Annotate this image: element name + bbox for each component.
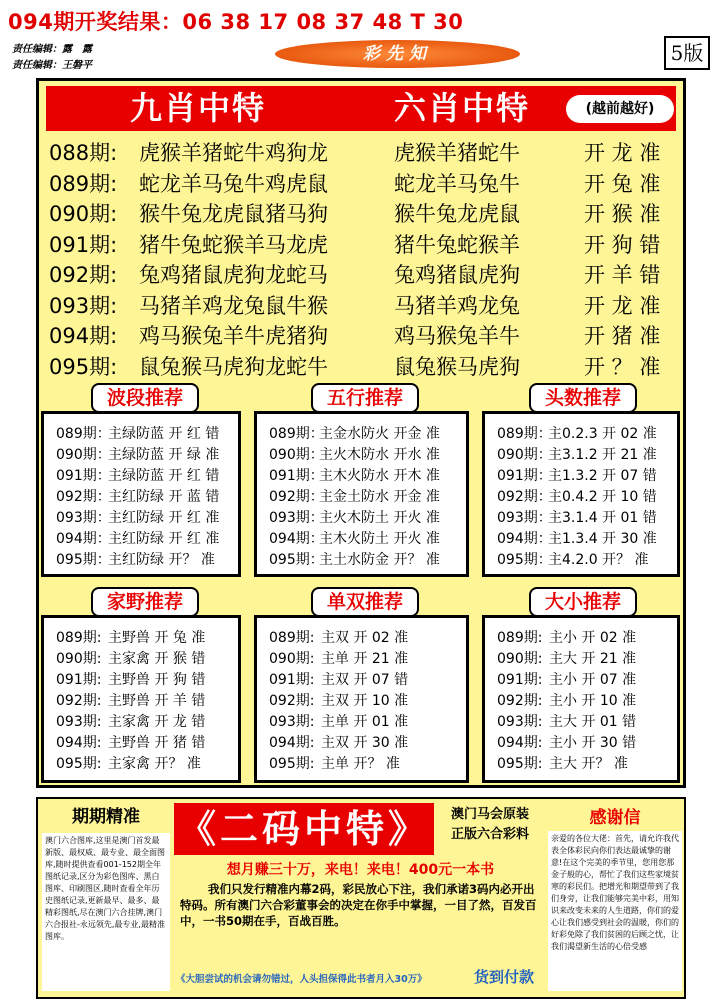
section-row [257,712,466,733]
section-row [485,424,677,445]
section-row-content: 主野兽 开 狗 错 [108,672,206,688]
section-row [485,691,677,712]
section-row-period: 089期： [497,426,552,442]
section-jia [41,615,241,783]
section-row-period: 092期: [497,693,543,709]
row-result: 开 羊 错 [584,263,661,287]
section-title-bo: 波段推荐 [91,383,199,413]
section-row-period: 092期: [269,693,315,709]
row-result: 开 兔 准 [584,171,661,196]
section-row [44,691,238,712]
section-row-period: 090期: [497,651,543,667]
row-nine-zodiac: 鼠兔猴马虎狗龙蛇牛 [139,354,328,379]
section-row-content: 主绿防蓝 开 绿 准 [108,447,220,463]
section-wu [254,411,469,577]
ad-body-paragraph: 我们只发行精准内幕2码，彩民放心下注，我们承诺3码内必开出特码。所有澳门六合彩董事会的决定在你手中掌握，一目了然，百发百中，一书50期在手，百战百胜。 [180,882,537,928]
left-ad-panel [42,805,170,995]
section-row [44,733,238,754]
section-row-content: 主单 开 21 准 [321,651,409,667]
section-row-period: 093期: [497,714,543,730]
section-row-content: 主双 开 30 准 [321,735,409,751]
section-title-da: 大小推荐 [529,587,637,617]
section-row-content: 主木火防土 开火 准 [319,531,440,547]
section-row-period: 089期： [56,426,111,442]
section-row [44,445,238,466]
section-row-content: 主金土防水 开金 准 [319,489,440,505]
section-row-content: 主1.3.4 开 30 准 [548,531,657,547]
row-period: 091期: [49,232,118,257]
section-row [257,466,466,487]
thank-you-body: 亲爱的各位大佬：首先，请允许我代表全体彩民向你们表达最诚挚的谢意!在这个完美的季节里，您用您那金子般的心，帮忙了我们这些家境贫寒的彩民们。把增光和期望带到了我们身旁，让我们能够完美中彩，用知识来改变未来的人生道路，你们的爱心让我们感受到社会的温暖，你们的好彩免除了我们贫困的后顾之忧，让我们渴望新生活的心倍受感 [548,831,682,991]
section-row [257,754,466,775]
section-bo [41,411,241,577]
section-row [44,649,238,670]
section-row [257,487,466,508]
section-row-period: 092期： [56,489,111,505]
section-row [44,550,238,571]
row-six-zodiac: 马猪羊鸡龙兔 [394,293,520,318]
row-six-zodiac: 兔鸡猪鼠虎狗 [394,263,520,287]
section-row [44,712,238,733]
row-result: 开 猴 准 [584,202,661,226]
section-row-period: 093期： [497,510,552,526]
section-row-content: 主红防绿 开 蓝 错 [108,489,220,505]
section-row-period: 092期： [269,489,324,505]
cash-on-delivery: 货到付款 [474,968,535,986]
section-row-content: 主0.4.2 开 10 错 [548,489,657,505]
section-row-content: 主野兽 开 羊 错 [108,693,206,709]
section-row [485,487,677,508]
price-slogan: 想月赚三十万，来电！来电！400元一本书 [226,862,495,878]
section-row [485,508,677,529]
section-row-period: 094期： [56,531,111,547]
section-title-tou: 头数推荐 [529,383,637,413]
section-row-period: 093期： [56,510,111,526]
row-six-zodiac: 鼠兔猴马虎狗 [394,354,520,379]
section-row-period: 094期： [497,531,552,547]
section-row [44,670,238,691]
section-row [257,670,466,691]
section-row-content: 主3.1.2 开 21 准 [548,447,657,463]
section-row [257,691,466,712]
section-da [482,615,680,783]
row-result: 开 ？ 准 [584,354,661,379]
section-row-content: 主家禽 开 猴 错 [108,651,206,667]
section-row [257,529,466,550]
section-row-period: 091期: [269,672,315,688]
section-row [485,466,677,487]
section-row-period: 093期: [56,714,102,730]
section-row [44,529,238,550]
section-row-period: 090期: [56,651,102,667]
section-title-dan: 单双推荐 [311,587,419,617]
section-row-content: 主单 开？ 准 [321,756,400,772]
section-tou [482,411,680,577]
section-row [44,754,238,775]
section-row [257,628,466,649]
section-row-period: 092期: [56,693,102,709]
section-row-content: 主大 开？ 准 [549,756,628,772]
section-row-period: 095期: [497,756,543,772]
section-row-content: 主4.2.0 开？ 准 [548,552,649,568]
section-row-content: 主3.1.4 开 01 错 [548,510,657,526]
two-code-side-text [438,805,542,845]
section-title-jia: 家野推荐 [91,587,199,617]
section-row [485,754,677,775]
row-period: 093期: [49,293,118,318]
row-six-zodiac: 蛇龙羊马兔牛 [394,171,520,196]
two-code-title: 《二码中特》 [177,807,430,851]
section-row-period: 094期: [269,735,315,751]
row-nine-zodiac: 虎猴羊猪蛇牛鸡狗龙 [139,141,328,165]
row-result: 开 龙 准 [584,141,661,165]
six-zodiac-title: 六肖中特 [394,89,531,127]
section-row-period: 095期: [269,756,315,772]
section-dan [254,615,469,783]
section-row [485,628,677,649]
section-row-content: 主野兽 开 猪 错 [108,735,206,751]
row-period: 088期: [49,141,118,165]
advert-panel [36,797,686,999]
side-line-2: 正版六合彩料 [450,827,529,842]
row-period: 092期: [49,263,118,287]
section-row [44,424,238,445]
section-row-content: 主单 开 01 准 [321,714,409,730]
section-row-period: 091期: [497,672,543,688]
publication-logo: 彩先知 [275,40,520,68]
draw-result-headline: 094期开奖结果：06 38 17 08 37 48 T 30 [8,10,464,34]
section-row [257,733,466,754]
section-row-period: 090期: [269,651,315,667]
row-nine-zodiac: 猴牛兔龙虎鼠猪马狗 [139,202,328,226]
row-nine-zodiac: 猪牛兔蛇猴羊马龙虎 [139,232,328,257]
section-row-period: 095期： [269,552,324,568]
section-row-content: 主大 开 01 错 [549,714,637,730]
section-row [257,649,466,670]
section-row [44,508,238,529]
section-row-content: 主火木防水 开水 准 [319,447,440,463]
section-row-period: 090期： [497,447,552,463]
section-row [485,550,677,571]
section-row [44,466,238,487]
section-row-content: 主土水防金 开？ 准 [319,552,440,568]
section-row-content: 主红防绿 开 红 准 [108,531,220,547]
section-row-content: 主小 开 02 准 [549,630,637,646]
row-period: 090期: [49,202,118,226]
section-row-period: 090期： [269,447,324,463]
row-six-zodiac: 猴牛兔龙虎鼠 [394,202,520,226]
section-row [257,508,466,529]
ad-body-text [180,881,542,929]
section-row [257,424,466,445]
section-row-content: 主火木防土 开火 准 [319,510,440,526]
section-row-period: 095期： [497,552,552,568]
row-nine-zodiac: 兔鸡猪鼠虎狗龙蛇马 [139,263,328,287]
row-nine-zodiac: 马猪羊鸡龙兔鼠牛猴 [139,293,328,318]
section-row-content: 主小 开 10 准 [549,693,637,709]
banner-note: (越前越好) [566,95,674,123]
thank-you-letter-panel [548,805,682,995]
row-six-zodiac: 鸡马猴兔羊牛 [394,324,520,348]
section-row [485,649,677,670]
section-title-wu: 五行推荐 [311,383,419,413]
section-row-period: 089期： [269,426,324,442]
section-row-content: 主红防绿 开 红 准 [108,510,220,526]
section-row-period: 091期： [497,468,552,484]
row-period: 094期: [49,324,118,348]
left-ad-title: 期期精准 [72,807,140,827]
row-result: 开 猪 准 [584,324,661,348]
left-ad-body: 澳门六合图库,这里是澳门首发最新版、最权威、最专业、最全面图库,随时提供查看001-152期全年图纸记录,区分为彩色图库、黑白图库、印刷图区,随时查看全年历史图纸记录,更新最早、最多、最精彩图纸,尽在澳门六合挂牌,澳门六合报社-永远领先,最专业,最精准图库。 [42,833,170,991]
section-row-period: 095期: [56,756,102,772]
section-row-content: 主双 开 10 准 [321,693,409,709]
row-six-zodiac: 猪牛兔蛇猴羊 [394,232,520,257]
page-number: 5版 [664,36,710,70]
title-banner [46,86,676,131]
section-row-content: 主红防绿 开？ 准 [108,552,215,568]
section-row [485,529,677,550]
section-row-content: 主家禽 开？ 准 [108,756,201,772]
row-nine-zodiac: 蛇龙羊马兔牛鸡虎鼠 [139,171,328,196]
section-row-content: 主绿防蓝 开 红 错 [108,468,220,484]
section-row-period: 093期: [269,714,315,730]
section-row-content: 主小 开 30 错 [549,735,637,751]
section-row-period: 094期: [497,735,543,751]
row-result: 开 狗 错 [584,232,661,257]
main-prediction-panel [36,78,686,788]
section-row-period: 091期： [56,468,111,484]
section-row-period: 095期： [56,552,111,568]
section-row-period: 091期： [269,468,324,484]
section-row-content: 主双 开 07 错 [321,672,409,688]
thank-you-title: 感谢信 [589,808,641,828]
section-row-period: 090期： [56,447,111,463]
section-row-content: 主小 开 07 准 [549,672,637,688]
row-nine-zodiac: 鸡马猴兔羊牛虎猪狗 [139,324,328,348]
section-row [485,445,677,466]
section-row [257,550,466,571]
ad-footnote: 《大胆尝试的机会请勿错过，人头担保得此书者月入30万》 [176,974,427,985]
section-row [44,628,238,649]
row-period: 095期: [49,354,118,379]
section-row-period: 094期： [269,531,324,547]
section-row-period: 089期: [269,630,315,646]
nine-zodiac-title: 九肖中特 [130,89,267,127]
section-row-content: 主金水防火 开金 准 [319,426,440,442]
section-row-content: 主野兽 开 兔 准 [108,630,206,646]
section-row-content: 主家禽 开 龙 错 [108,714,206,730]
section-row-period: 089期: [497,630,543,646]
section-row-content: 主木火防水 开木 准 [319,468,440,484]
section-row-content: 主大 开 21 准 [549,651,637,667]
editor-credit-1: 责任编辑：露 露 [12,44,92,55]
two-code-banner [174,803,434,855]
section-row [485,712,677,733]
section-row [485,733,677,754]
section-row-content: 主绿防蓝 开 红 错 [108,426,220,442]
section-row-period: 091期: [56,672,102,688]
section-row [257,445,466,466]
section-row-period: 092期： [497,489,552,505]
section-row-content: 主0.2.3 开 02 准 [548,426,657,442]
section-row-period: 094期: [56,735,102,751]
editor-credit-2: 责任编辑：王磐平 [12,60,92,71]
side-line-1: 澳门马会原装 [450,807,529,822]
section-row-content: 主1.3.2 开 07 错 [548,468,657,484]
section-row [44,487,238,508]
row-period: 089期: [49,171,118,196]
section-row-content: 主双 开 02 准 [321,630,409,646]
section-row [485,670,677,691]
row-result: 开 龙 准 [584,293,661,318]
row-six-zodiac: 虎猴羊猪蛇牛 [394,141,520,165]
section-row-period: 093期： [269,510,324,526]
section-row-period: 089期: [56,630,102,646]
